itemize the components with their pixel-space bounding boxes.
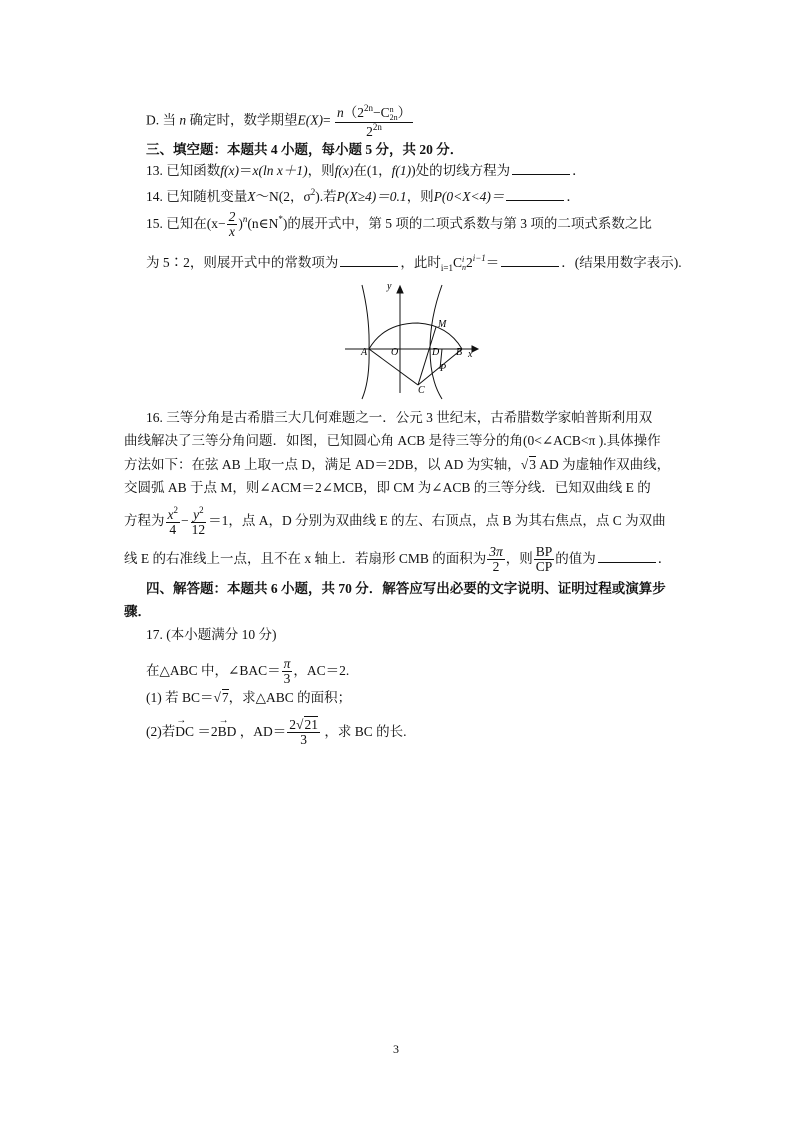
label-x: x [468,349,473,360]
label-y: y [387,283,392,292]
label-m: M [438,319,447,330]
question-17-part-1: (1) 若 BC＝√7，求△ABC 的面积； [146,690,352,705]
question-16-line-6: 线 E 的右准线上一点，且不在 x 轴上．若扇形 CMB 的面积为 $\frac{3\pi}{2}$ ，则 $\frac{BP}{CP}$ 的值为 ． [124,544,672,575]
question-17-header: 17. (本小题满分 10 分) [146,627,277,642]
section-4-title-line-2: 骤． [124,604,151,619]
section-4-title-line-1: 四、解答题：本题共 6 小题，共 70 分．解答应写出必要的文字说明、证明过程或演算步 [146,581,666,596]
label-p: P [440,363,447,374]
hyperbola-figure [340,283,485,401]
section-3-title: 三、填空题：本题共 4 小题，每小题 5 分，共 20 分． [146,142,464,157]
y-axis-arrow [397,286,403,293]
question-13: 13. 已知函数f(x)＝x(ln x＋1)，则f(x)在(1，f(1))处的切线方程为 ． [146,163,586,178]
label-d: D [432,347,440,358]
question-17-given: 在△ABC 中，∠BAC＝ $\frac{\pi}{3}$ ，AC＝2. [146,656,350,687]
answer-blank [598,550,656,563]
question-14: 14. 已知随机变量X～N(2，$\sigma^2$).若P(X≥4)＝0.1，则P(0<X<4)＝ ． [146,187,580,204]
option-d-label: D. 当 [146,112,176,128]
question-16-line-4: 交圆弧 AB 于点 M，则∠ACM＝2∠MCB，即 CM 为∠ACB 的三等分线．已知双曲线 E 的 [124,480,651,495]
question-17-part-2: (2)若→ DC ＝2→ BD ，AD＝ $\frac{2√21}{3}$ ，求 BC 的长. [146,718,406,747]
vector-dc: → DC [175,723,194,741]
question-16-line-1: 16. 三等分角是古希腊三大几何难题之一．公元 3 世纪末，古希腊数学家帕普斯利用双 [146,410,653,425]
x-axis-arrow [472,346,478,352]
circle-arc [369,323,462,349]
label-b: B [456,347,463,358]
hyperbola-left-branch [362,285,369,399]
question-15-line-1: 15. 已知在(x− $\frac{2}{x}$ )$^n$(n∈N*)的展开式中，第 5 项的二项式系数与第 3 项的二项式系数之比 [146,209,652,240]
vector-bd: → BD [218,723,237,741]
answer-blank [512,162,570,175]
question-16-line-5: 方程为 $\frac{x^2}{4}$ − $\frac{y^2}{12}$ ＝1，点 A，D 分别为双曲线 E 的左、右顶点，点 B 为其右焦点，点 C 为双曲 [124,505,666,538]
answer-blank [501,254,559,267]
label-o: O [391,347,399,358]
answer-blank [506,188,564,201]
question-15-line-2: 为 5∶2，则展开式中的常数项为 ，此时$_{i=1}$C i n $2^{i-1}=$ ．(结果用数字表示). [146,253,682,273]
label-a: A [361,347,368,358]
answer-blank [340,254,398,267]
option-d: D. 当 n 确定时，数学期望E(X)= $n(2^{2n}-C$ n 2n ） $2^{2n}$ [146,103,412,139]
expectation-fraction: $n(2^{2n}-C$ n 2n ） $2^{2n}$ [336,103,412,139]
page-number: 3 [393,1042,399,1056]
label-c: C [418,385,425,396]
question-16-line-3: 方法如下：在弦 AB 上取一点 D，满足 AD＝2DB，以 AD 为实轴，√3 AD 为虚轴作双曲线， [124,457,671,472]
question-16-line-2: 曲线解决了三等分角问题．如图，已知圆心角 ACB 是待三等分的角(0<∠ACB<π ).具体操作 [124,433,661,448]
